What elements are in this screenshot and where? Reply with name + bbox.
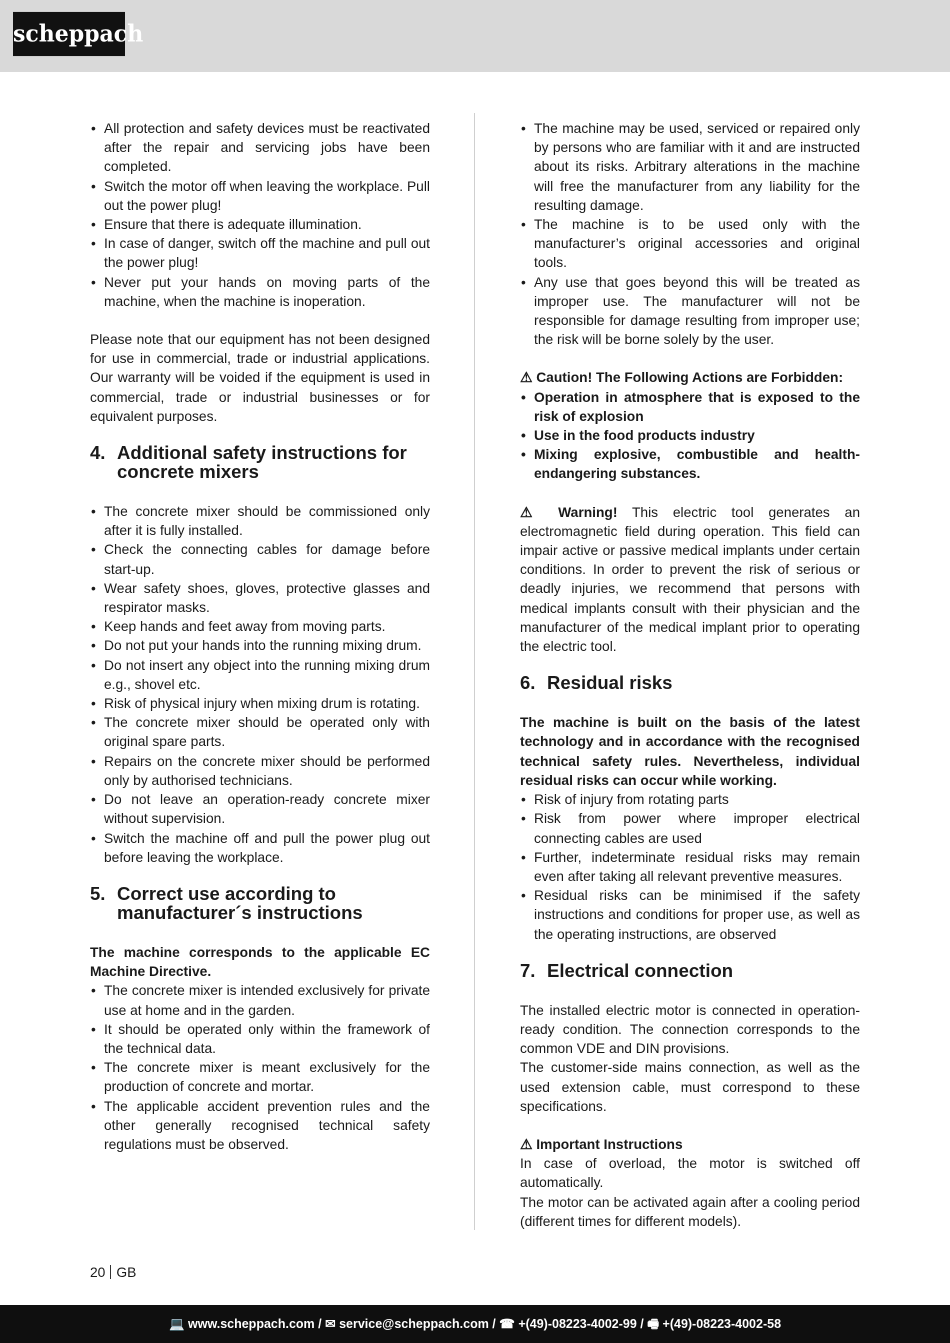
list-item: • Check the connecting cables for damage before start-up. [90, 540, 430, 578]
fax-icon: 🖷 [647, 1317, 660, 1331]
list-item: • Residual risks can be minimised if the safety instructions and conditions for proper use, as well as the operating instructions, are observed [520, 886, 860, 944]
section-6-heading [520, 673, 860, 692]
forbidden-actions-list [520, 388, 860, 484]
list-item: • The machine may be used, serviced or repaired only by persons who are familiar with it and are instructed about its risks. Arbitrary alterations in the machine will free the manufacturer from any liability for the resulting damage. [520, 119, 860, 215]
list-item: • Switch the machine off and pull the power plug out before leaving the workplace. [90, 829, 430, 867]
list-item: • The concrete mixer should be commissioned only after it is fully installed. [90, 502, 430, 540]
section-number: 7. [520, 959, 536, 981]
separator: / [314, 1317, 326, 1331]
page-number-value: 20 [90, 1265, 106, 1280]
separator: / [636, 1317, 648, 1331]
list-item: • The concrete mixer should be operated only with original spare parts. [90, 713, 430, 751]
section-title: Residual risks [547, 672, 673, 694]
residual-risks-intro: The machine is built on the basis of the latest technology and in accordance with the recognised technical safety rules. Nevertheless, individual residual risks can occur while working. [520, 715, 860, 788]
separator: / [488, 1317, 500, 1331]
list-item: • Any use that goes beyond this will be treated as improper use. The manufacturer will not be responsible for damage resulting from improper use; the risk will be borne solely by the user. [520, 273, 860, 350]
warning-text: This electric tool generates an electromagnetic field during operation. This field can impair active or passive medical implants under certain conditions. In order to prevent the risk of serious or deadly injuries, we recommend that persons with medical implants consult with their physician and the manufacturer of the medical implant prior to operating the electric tool. [520, 504, 860, 655]
section-title: Electrical connection [547, 959, 734, 981]
electrical-para-4: The motor can be activated again after a cooling period (different times for different models). [520, 1194, 860, 1229]
section-number: 4. [90, 442, 106, 464]
list-item: • Use in the food products industry [520, 426, 860, 445]
section-7-heading [520, 961, 860, 980]
list-item: • Never put your hands on moving parts of the machine, when the machine is inoperation. [90, 273, 430, 311]
correct-use-list [90, 981, 430, 1154]
list-item: • The concrete mixer is intended exclusively for private use at home and in the garden. [90, 981, 430, 1019]
list-item: • Do not insert any object into the running mixing drum e.g., shovel etc. [90, 656, 430, 694]
scheppach-logo: scheppach [13, 12, 125, 56]
section-5-heading [90, 884, 430, 922]
section-4-heading [90, 443, 430, 481]
caution-title: Caution! The Following Actions are Forbidden: [536, 370, 844, 386]
commercial-use-note: Please note that our equipment has not been designed for use in commercial, trade or industrial applications. Our warranty will be voided if the equipment is used in commercial, trade or industrial businesses or for equivalent purposes. [90, 332, 430, 424]
list-item: • The applicable accident prevention rules and the other generally recognised technical safety regulations must be observed. [90, 1097, 430, 1155]
warning-icon: ⚠ [520, 370, 533, 386]
page-footer [0, 1305, 950, 1343]
list-item: • Wear safety shoes, gloves, protective glasses and respirator masks. [90, 579, 430, 617]
computer-icon: 💻 [168, 1317, 185, 1331]
email-link[interactable]: service@scheppach.com [339, 1317, 489, 1331]
phone-number: +(49)-08223-4002-99 [518, 1317, 637, 1331]
list-item: • In case of danger, switch off the machine and pull out the power plug! [90, 234, 430, 272]
electrical-para-3: In case of overload, the motor is switched off automatically. [520, 1156, 860, 1191]
concrete-mixer-safety-list [90, 502, 430, 867]
page-number [90, 1265, 136, 1280]
section-title: Additional safety instructions for concrete mixers [117, 442, 407, 483]
safety-bullets-top [90, 119, 430, 311]
important-heading [520, 1135, 860, 1154]
list-item: • Do not leave an operation-ready concrete mixer without supervision. [90, 790, 430, 828]
warning-label: Warning! [558, 504, 618, 520]
fax-number: +(49)-08223-4002-58 [662, 1317, 782, 1331]
page-language: GB [116, 1265, 137, 1280]
list-item: • Keep hands and feet away from moving parts. [90, 617, 430, 636]
list-item: • Ensure that there is adequate illumination. [90, 215, 430, 234]
section-number: 5. [90, 882, 106, 904]
column-divider [474, 113, 475, 1230]
ec-directive-intro: The machine corresponds to the applicable EC Machine Directive. [90, 944, 430, 980]
list-item: • Switch the motor off when leaving the workplace. Pull out the power plug! [90, 177, 430, 215]
electrical-para-2: The customer-side mains connection, as well as the used extension cable, must correspond to these specifications. [520, 1060, 860, 1114]
list-item: • Risk of physical injury when mixing drum is rotating. [90, 694, 430, 713]
list-item: • Do not put your hands into the running mixing drum. [90, 636, 430, 655]
section-title: Correct use according to manufacturer´s instructions [117, 882, 363, 923]
right-column [520, 119, 860, 1231]
email-icon: ✉ [325, 1317, 336, 1331]
list-item: • It should be operated only within the framework of the technical data. [90, 1020, 430, 1058]
list-item: • Mixing explosive, combustible and health-endangering substances. [520, 445, 860, 483]
website-link[interactable]: www.scheppach.com [188, 1317, 315, 1331]
section-number: 6. [520, 672, 536, 694]
caution-heading [520, 368, 860, 387]
list-item: • Repairs on the concrete mixer should be performed only by authorised technicians. [90, 752, 430, 790]
list-item: • All protection and safety devices must be reactivated after the repair and servicing jobs have been completed. [90, 119, 430, 177]
page-number-separator [110, 1265, 111, 1279]
page-header [0, 0, 950, 72]
warning-icon: ⚠ [520, 504, 559, 520]
residual-risks-list [520, 790, 860, 944]
list-item: • The concrete mixer is meant exclusively for the production of concrete and mortar. [90, 1058, 430, 1096]
list-item: • The machine is to be used only with the manufacturer’s original accessories and original tools. [520, 215, 860, 273]
list-item: • Further, indeterminate residual risks may remain even after taking all relevant preventive measures. [520, 848, 860, 886]
important-title: Important Instructions [536, 1136, 683, 1152]
emf-warning [520, 503, 860, 657]
list-item: • Operation in atmosphere that is exposed to the risk of explosion [520, 388, 860, 426]
list-item: • Risk of injury from rotating parts [520, 790, 860, 809]
phone-icon: ☎ [499, 1317, 515, 1331]
list-item: • Risk from power where improper electrical connecting cables are used [520, 809, 860, 847]
left-column [90, 119, 430, 1154]
warning-icon: ⚠ [520, 1136, 533, 1152]
use-bullets-top [520, 119, 860, 349]
electrical-para-1: The installed electric motor is connected in operation-ready condition. The connection corresponds to the common VDE and DIN provisions. [520, 1002, 860, 1057]
